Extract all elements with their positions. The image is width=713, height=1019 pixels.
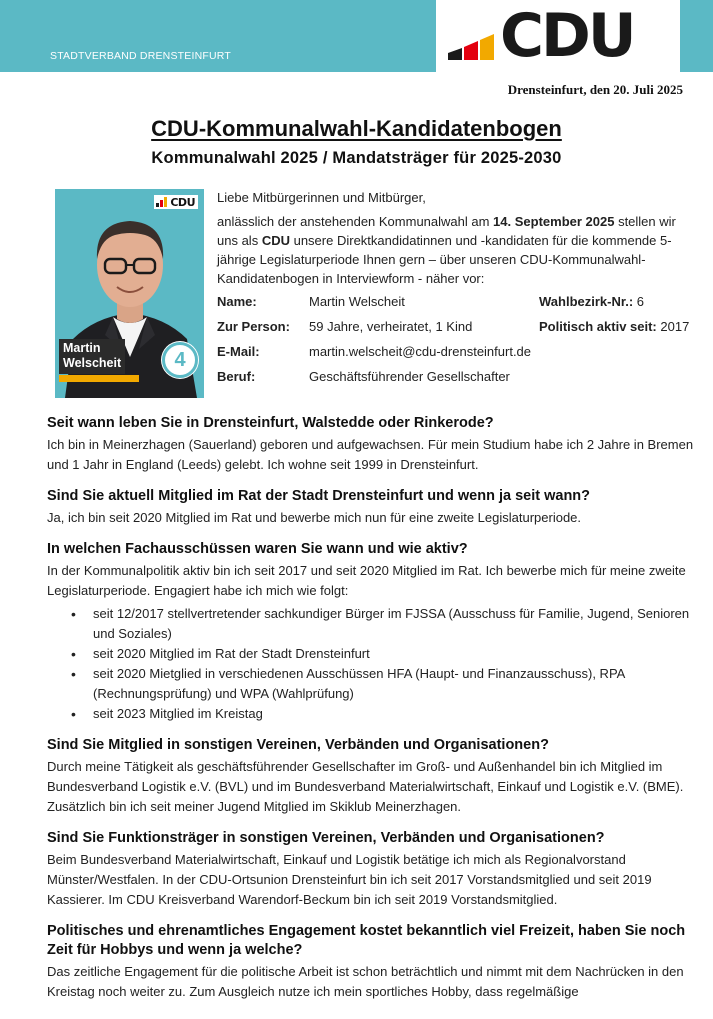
question-6: Politisches und ehrenamtliches Engagement kostet bekanntlich viel Freizeit, haben Sie noch Zeit für Hobbys und wenn ja welche? (47, 923, 686, 958)
photo-name-tag (59, 339, 125, 374)
photo-logo-bars-icon (156, 197, 168, 207)
list-item: • seit 2023 Mitglied im Kreistag (93, 704, 703, 724)
interview-section (47, 414, 703, 1002)
photo-first-name: Martin (63, 341, 101, 355)
person-label: Zur Person: (217, 319, 290, 334)
answer-6: Das zeitliche Engagement für die politische Arbeit ist schon beträchtlich und nimmt mit dem Nachrücken in den Kreistag noch weiter zu. Zum Ausgleich nutze ich mein sportliches Hobby, dass regelmäßige (47, 964, 684, 999)
photo-cdu-logo (154, 195, 198, 209)
answer-2: Ja, ich bin seit 2020 Mitglied im Rat und bewerbe mich nun für eine zweite Legislaturperiode. (47, 510, 582, 525)
fact-row-person (217, 319, 697, 344)
question-2: Sind Sie aktuell Mitglied im Rat der Stadt Drensteinfurt und wenn ja seit wann? (47, 488, 591, 504)
logo-bars-icon (448, 26, 496, 60)
name-value: Martin Welscheit (309, 294, 405, 309)
fact-row-email (217, 344, 697, 369)
header-band (0, 0, 436, 72)
job-label: Beruf: (217, 369, 256, 384)
list-item: • seit 2020 Mietglied in verschiedenen Ausschüssen HFA (Haupt- und Finanzausschuss), RPA (Rechnungsprüfung) und WPA (Wahlprüfung) (93, 664, 703, 704)
election-date: 14. September 2025 (493, 214, 615, 229)
committee-list (93, 604, 703, 724)
answer-5: Beim Bundesverband Materialwirtschaft, Einkauf und Logistik betätige ich mich als Regionalvorstand Münster/Westfalen. In der CDU-Ortsunion Drensteinfurt bin ich seit 2017 Vorstandsmitglied und seit 2019 Kassierer. Im CDU Kreisverband Warendorf-Beckum bin ich seit 2019 Vorstandsmitglied. (47, 852, 652, 907)
page-subtitle: Kommunalwahl 2025 / Mandatsträger für 2025-2030 (151, 149, 562, 167)
page-title-text: CDU-Kommunalwahl-Kandidatenbogen (151, 116, 562, 141)
list-item: • seit 2020 Mitglied im Rat der Stadt Drensteinfurt (93, 644, 703, 664)
cdu-logo (436, 0, 680, 72)
district-badge: 4 (162, 342, 198, 378)
job-value: Geschäftsführender Gesellschafter (309, 369, 510, 384)
answer-3: In der Kommunalpolitik aktiv bin ich seit 2017 und seit 2020 Mitglied im Rat. Ich bewerbe mich für meine zweite Legislaturperiode. Engagiert habe ich mich wie folgt: (47, 563, 686, 598)
question-3: In welchen Fachausschüssen waren Sie wann und wie aktiv? (47, 541, 468, 557)
question-4: Sind Sie Mitglied in sonstigen Vereinen, Verbänden und Organisationen? (47, 737, 549, 753)
active-value: 2017 (660, 319, 690, 334)
greeting: Liebe Mitbürgerinnen und Mitbürger, (217, 190, 426, 205)
question-5: Sind Sie Funktionsträger in sonstigen Vereinen, Verbänden und Organisationen? (47, 830, 605, 846)
fact-row-job (217, 369, 697, 394)
question-1: Seit wann leben Sie in Drensteinfurt, Walstedde oder Rinkerode? (47, 415, 494, 431)
photo-name-stripe (59, 375, 139, 382)
header-band-right (680, 0, 713, 72)
fact-row-name (217, 294, 697, 319)
list-item: • seit 12/2017 stellvertretender sachkundiger Bürger im FJSSA (Ausschuss für Familie, Jugend, Senioren und Soziales) (93, 604, 703, 644)
email-value: martin.welscheit@cdu-drensteinfurt.de (309, 344, 532, 359)
active-label: Politisch aktiv seit: 2017 (539, 319, 690, 334)
candidate-facts (217, 294, 697, 394)
intro-text (217, 188, 697, 288)
page-title (0, 116, 713, 142)
district-label: Wahlbezirk-Nr.: 6 (539, 294, 645, 309)
intro-paragraph: anlässlich der anstehenden Kommunalwahl am 14. September 2025 stellen wir uns als CDU unsere Direktkandidatinnen und -kandidaten für die kommende 5-jährige Legislaturperiode Ihnen gern – über unseren CDU-Kommunalwahl-Kandidatenbogen in Interviewform - näher vor: (217, 214, 676, 286)
answer-1: Ich bin in Meinerzhagen (Sauerland) geboren und aufgewachsen. Für mein Studium habe ich 2 Jahre in Bremen und 1 Jahr in England (Leeds) gelebt. Ich wohne seit 1999 in Drensteinfurt. (47, 437, 694, 472)
logo-text: CDU (500, 1, 634, 71)
person-value: 59 Jahre, verheiratet, 1 Kind (309, 319, 473, 334)
name-label: Name: (217, 294, 257, 309)
candidate-photo (55, 189, 204, 398)
party-name: CDU (261, 233, 290, 248)
email-label: E-Mail: (217, 344, 260, 359)
org-name: STADTVERBAND DRENSTEINFURT (50, 50, 231, 62)
photo-last-name: Welscheit (63, 356, 122, 370)
answer-4: Durch meine Tätigkeit als geschäftsführender Gesellschafter im Groß- und Außenhandel bin ich Mitglied im Bundesverband Logistik e.V. (BVL) und im Bundesverband Materialwirtschaft, Einkauf und Logistik e.V. (BME). Zusätzlich bin ich seit meiner Jugend Mitglied im Skiklub Meinerzhagen. (47, 759, 684, 814)
photo-logo-text: CDU (170, 195, 195, 209)
district-value: 6 (636, 294, 645, 309)
date-line: Drensteinfurt, den 20. Juli 2025 (507, 82, 683, 97)
